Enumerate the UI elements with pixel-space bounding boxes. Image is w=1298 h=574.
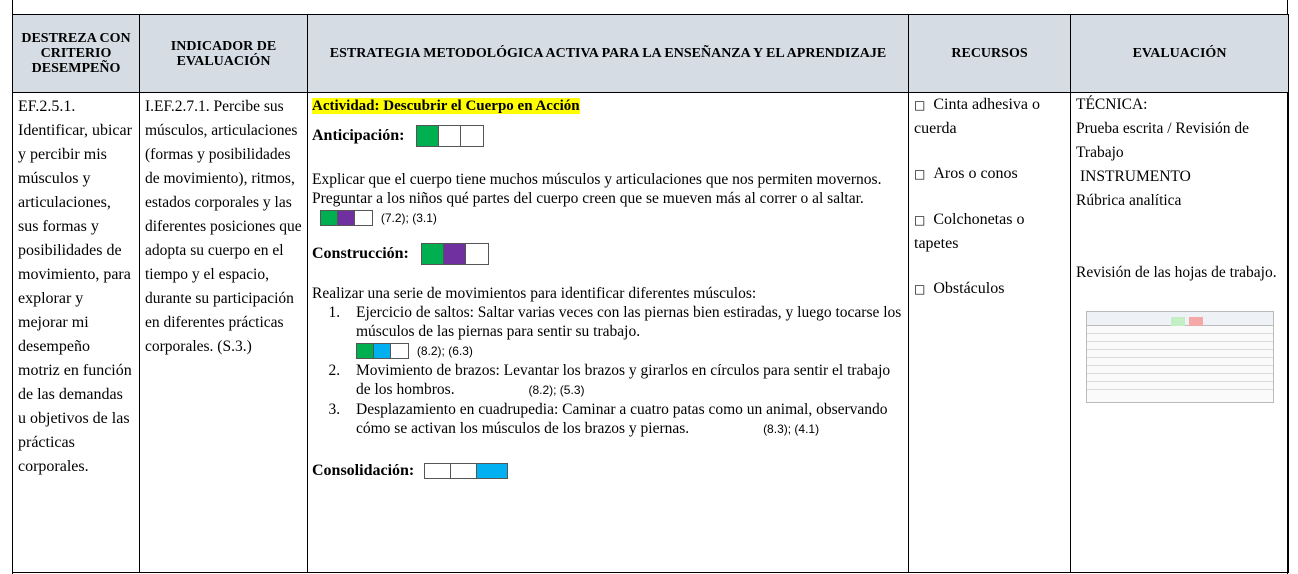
checkbox-icon: □: [914, 213, 926, 227]
rubric-row: [1087, 350, 1273, 358]
bar-empty: [355, 211, 372, 225]
resource-item: [914, 93, 1065, 140]
steps-list: [344, 303, 903, 439]
bar-empty: [425, 464, 451, 478]
activity-title: Actividad: Descubrir el Cuerpo en Acción: [312, 98, 580, 114]
rubric-green-cell: [1171, 317, 1185, 326]
bar-purple: [444, 244, 466, 264]
bar-purple: [338, 211, 355, 225]
bar-empty: [391, 344, 408, 358]
rubric-row: [1087, 374, 1273, 382]
destreza-cell: [13, 93, 140, 573]
header-destreza: DESTREZA CON CRITERIO DESEMPEÑO: [13, 15, 140, 93]
bar-green: [422, 244, 444, 264]
rubric-row: [1087, 326, 1273, 334]
content-row: [13, 93, 1289, 573]
construccion-label: Construcción:: [312, 245, 409, 262]
bar-green: [417, 126, 439, 146]
step-text: Desplazamiento en cuadrupedia: Caminar a cuatro patas como un animal, observando cómo se activan los músculos de los brazos y piernas.: [356, 401, 888, 437]
consolidacion-label: Consolidación:: [312, 462, 415, 479]
header-evaluacion: EVALUACIÓN: [1071, 15, 1289, 93]
checkbox-icon: □: [914, 167, 926, 181]
header-recursos: RECURSOS: [909, 15, 1071, 93]
bar-green: [357, 344, 374, 358]
planning-table: [12, 14, 1289, 573]
checkbox-icon: □: [914, 282, 926, 296]
step-item: [344, 303, 903, 361]
bar-green: [321, 211, 338, 225]
instrumento-label: INSTRUMENTO: [1080, 168, 1191, 185]
evaluation-note: Revisión de las hojas de trabajo.: [1076, 264, 1277, 281]
estrategia-cell: [308, 93, 909, 573]
checkbox-icon: □: [914, 98, 926, 112]
step-code: (8.2); (6.3): [416, 344, 473, 358]
bar-empty: [461, 126, 483, 146]
rubric-row: [1087, 342, 1273, 350]
construccion-bars: [421, 243, 489, 265]
resource-label: Obstáculos: [933, 280, 1005, 297]
step-item: [344, 400, 903, 439]
resource-item: [914, 162, 1065, 186]
header-row: [13, 15, 1289, 93]
destreza-text: EF.2.5.1. Identificar, ubicar y percibir mis músculos y articulaciones, sus formas y posibilidades de movimiento, para explorar y mejorar mi desempeño motriz en función de las demandas u objetivos de las prácticas corporales.: [18, 98, 132, 475]
resource-label: Aros o conos: [933, 165, 1018, 182]
step-code: (8.2); (5.3): [528, 383, 585, 397]
step-code: (8.3); (4.1): [763, 422, 820, 436]
resource-label: Cinta adhesiva o cuerda: [914, 96, 1040, 137]
bar-blue: [374, 344, 391, 358]
anticipacion-inline-bars: [320, 210, 373, 226]
header-estrategia: ESTRATEGIA METODOLÓGICA ACTIVA PARA LA ENSEÑANZA Y EL APRENDIZAJE: [308, 15, 909, 93]
step-item: [344, 361, 903, 400]
step-text: Ejercicio de saltos: Saltar varias veces con las piernas bien estiradas, y luego tocarse los músculos de las piernas para sentir su trabajo.: [356, 304, 902, 340]
bar-empty: [439, 126, 461, 146]
step-bars: [356, 343, 409, 359]
tecnica-value: Prueba escrita / Revisión de Trabajo: [1076, 120, 1250, 161]
indicador-cell: [140, 93, 308, 573]
consolidacion-bars: [424, 463, 508, 479]
anticipacion-label: Anticipación:: [312, 127, 405, 144]
rubric-row: [1087, 382, 1273, 390]
resource-item: [914, 277, 1065, 301]
indicador-text: I.EF.2.7.1. Percibe sus músculos, articulaciones (formas y posibilidades de movimiento), ritmos, estados corporales y las diferentes posiciones que adopta su cuerpo en el tiempo y el espacio, durante su participación en diferentes prácticas corporales. (S.3.): [145, 98, 302, 355]
anticipacion-bars: [416, 125, 484, 147]
instrumento-value: Rúbrica analítica: [1076, 192, 1182, 209]
rubric-row: [1087, 334, 1273, 342]
header-indicador: INDICADOR DE EVALUACIÓN: [140, 15, 308, 93]
bar-empty: [451, 464, 477, 478]
rubric-row: [1087, 366, 1273, 374]
step-text: Movimiento de brazos: Levantar los brazos y girarlos en círculos para sentir el trabajo de los hombros.: [356, 362, 891, 398]
resource-label: Colchonetas o tapetes: [914, 211, 1025, 252]
resource-item: [914, 208, 1065, 255]
recursos-cell: [909, 93, 1071, 573]
rubric-thumbnail: [1086, 311, 1274, 403]
evaluacion-cell: [1071, 93, 1289, 573]
anticipacion-code: (7.2); (3.1): [380, 211, 437, 225]
anticipacion-text: Explicar que el cuerpo tiene muchos músculos y articulaciones que nos permiten movernos. Preguntar a los niños qué partes del cuerpo creen que se mueven más al correr o al saltar.: [312, 171, 882, 207]
construccion-intro: Realizar una serie de movimientos para identificar diferentes músculos:: [312, 285, 757, 302]
bar-blue: [477, 464, 507, 478]
tecnica-label: TÉCNICA:: [1076, 96, 1148, 113]
rubric-row: [1087, 358, 1273, 366]
bar-empty: [466, 244, 488, 264]
rubric-red-cell: [1189, 317, 1203, 326]
